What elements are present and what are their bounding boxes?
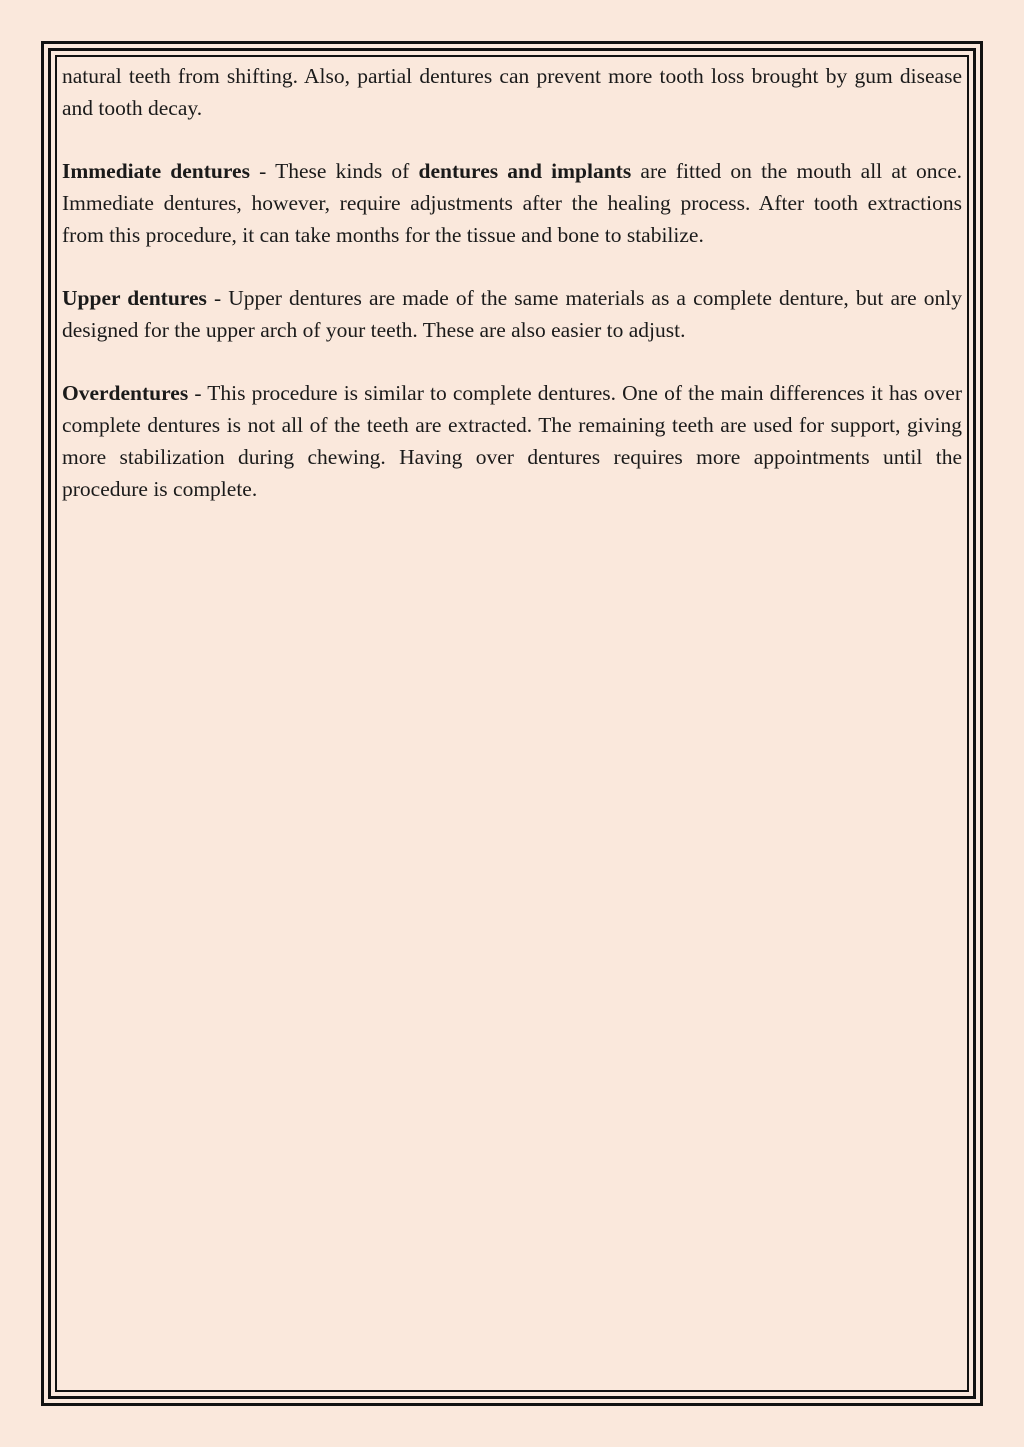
dentures-and-implants-link[interactable]: dentures and implants <box>418 159 632 183</box>
paragraph-partial-dentures-continued <box>62 60 962 124</box>
paragraph-text: - These kinds of <box>249 159 419 183</box>
paragraph-immediate-dentures <box>62 155 962 251</box>
term-upper-dentures: Upper dentures <box>62 286 207 310</box>
paragraph-upper-dentures <box>62 282 962 346</box>
paragraph-text: - This procedure is similar to complete dentures. One of the main differences it has over complete dentures is not all of the teeth are extracted. The remaining teeth are used for support, giving more stabilization during chewing. Having over dentures requires more appointments until the procedure is complete. <box>62 381 962 501</box>
term-overdentures: Overdentures <box>62 381 189 405</box>
term-immediate-dentures: Immediate dentures <box>62 159 250 183</box>
paragraph-overdentures <box>62 377 962 505</box>
paragraph-text: are fitted on the mouth all at once. Immediate dentures, however, require adjustments after the healing process. After tooth extractions from this procedure, it can take months for the tissue and bone to stabilize. <box>62 159 962 247</box>
paragraph-text: natural teeth from shifting. Also, partial dentures can prevent more tooth loss brought by gum disease and tooth decay. <box>62 64 962 120</box>
document-body <box>62 60 962 536</box>
paragraph-text: - Upper dentures are made of the same materials as a complete denture, but are only designed for the upper arch of your teeth. These are also easier to adjust. <box>62 286 963 342</box>
